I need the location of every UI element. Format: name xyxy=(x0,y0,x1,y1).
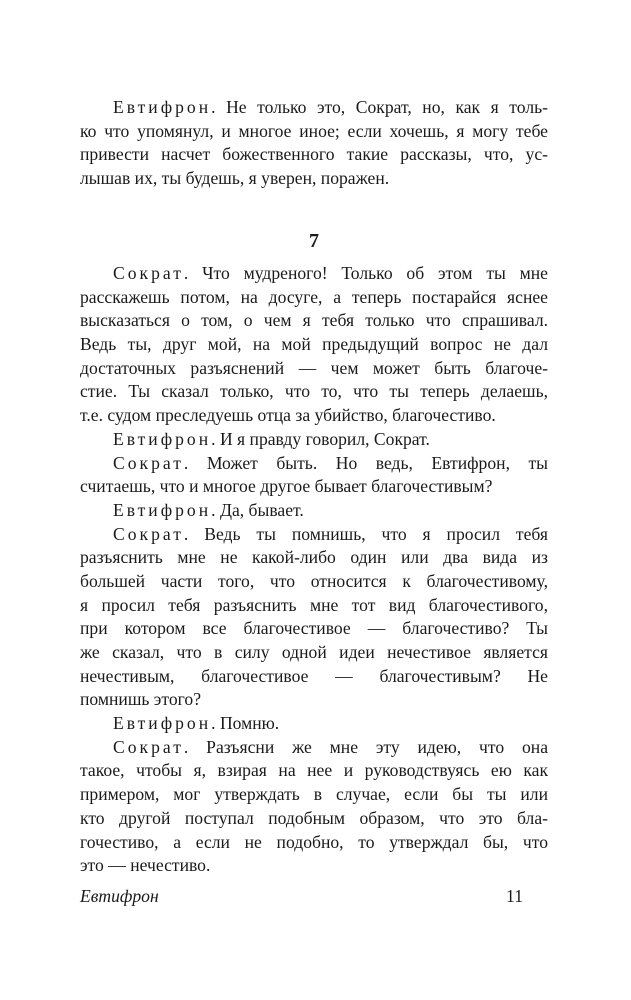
speaker-name: Евтифрон xyxy=(113,713,212,734)
text-line: Евтифрон. И я правду говорил, Сократ. xyxy=(113,428,430,449)
speaker-name: Сократ xyxy=(113,263,184,283)
text-line: Евтифрон. Не только это, Сократ, но, как я толь- xyxy=(113,97,548,117)
text-line: это — нечестиво. xyxy=(80,855,211,876)
text-line: разъяснить мне не какой-либо один или два вида из xyxy=(80,547,548,568)
text-line: Сократ. Ведь ты помнишь, что я просил тебя xyxy=(113,523,548,544)
text-line: помнишь этого? xyxy=(80,689,201,710)
text-line: достаточных разъяснений — чем может быть благоче- xyxy=(80,357,548,378)
text-line: при котором все благочестивое — благочестиво? Ты xyxy=(80,618,548,639)
text-line: считаешь, что и многое другое бывает благочестивым? xyxy=(80,476,493,497)
speaker-name: Евтифрон xyxy=(113,428,212,449)
text-line: большей части того, что относится к благочестивому, xyxy=(80,570,548,591)
text-line: такое, чтобы я, взирая на нее и руководствуясь ею как xyxy=(80,760,548,781)
chapter-number: 7 xyxy=(309,230,319,252)
text-line: лышав их, ты будешь, я уверен, поражен. xyxy=(80,168,390,189)
text-line: кто другой поступал подобным образом, что это бла- xyxy=(80,807,548,828)
chapter-body xyxy=(80,262,548,878)
text-line: т.е. судом преследуешь отца за убийство, благочестиво. xyxy=(80,405,496,426)
page-number: 11 xyxy=(506,886,523,906)
speaker-name: Сократ xyxy=(113,736,184,757)
speaker-name: Евтифрон xyxy=(113,499,212,520)
text-line: ко что упомянул, и многое иное; если хочешь, я могу тебе xyxy=(80,120,548,141)
text-line: примером, мог утверждать в случае, если бы ты или xyxy=(80,784,548,805)
speaker-name: Сократ xyxy=(113,452,184,473)
running-footer-title: Евтифрон xyxy=(80,886,159,906)
speaker-name: Евтифрон xyxy=(113,97,212,117)
text-line: Сократ. Может быть. Но ведь, Евтифрон, ты xyxy=(113,452,548,473)
text-line: высказаться о том, о чем я тебя только что спрашивал. xyxy=(80,310,548,331)
text-line: Евтифрон. Да, бывает. xyxy=(113,499,304,520)
speaker-name: Сократ xyxy=(113,523,184,544)
text-line: Сократ. Что мудреного! Только об этом ты мне xyxy=(113,263,548,283)
text-line: нечестивым, благочестивое — благочестивым? Не xyxy=(80,665,548,686)
text-line: гочестиво, а если не подобно, то утверждал бы, что xyxy=(80,831,548,852)
text-line: Евтифрон. Помню. xyxy=(113,713,280,734)
top-paragraph xyxy=(80,96,548,191)
text-line: Сократ. Разъясни же мне эту идею, что она xyxy=(113,736,548,757)
text-line: Ведь ты, друг мой, на мой предыдущий вопрос не дал xyxy=(80,334,548,355)
text-line: расскажешь потом, на досуге, а теперь постарайся яснее xyxy=(80,286,548,307)
text-line: привести насчет божественного такие рассказы, что, ус- xyxy=(80,144,548,165)
text-line: я просил тебя разъяснить мне тот вид благочестивого, xyxy=(80,594,548,615)
text-line: стие. Ты сказал только, что то, что ты теперь делаешь, xyxy=(80,381,548,402)
text-line: же сказал, что в силу одной идеи нечестивое является xyxy=(80,642,548,662)
